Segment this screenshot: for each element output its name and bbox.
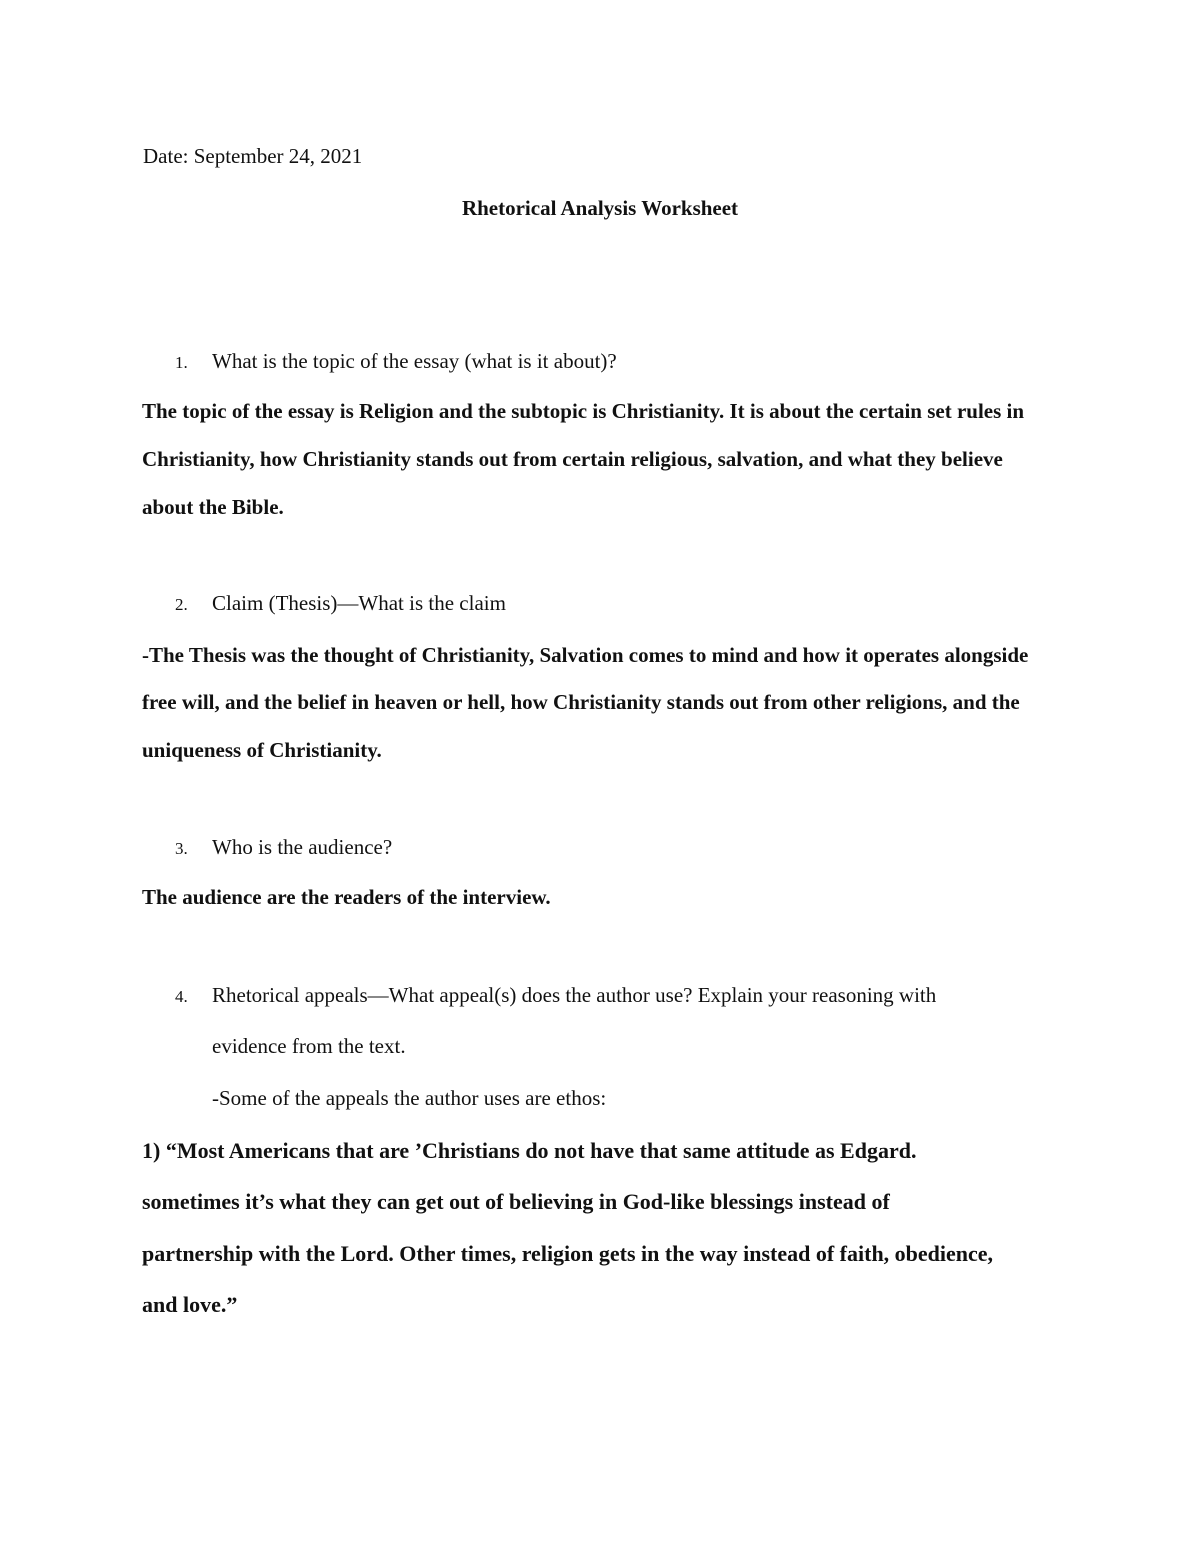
- question-2-answer-line: -The Thesis was the thought of Christianity, Salvation comes to mind and how it operates alongside: [142, 643, 1029, 667]
- question-3-answer-line: The audience are the readers of the interview.: [142, 885, 551, 909]
- question-2-answer-line: uniqueness of Christianity.: [142, 738, 382, 762]
- question-1-answer-line: Christianity, how Christianity stands out from certain religious, salvation, and what they believe: [142, 447, 1003, 471]
- question-4-prompt-line: Rhetorical appeals—What appeal(s) does the author use? Explain your reasoning with: [212, 983, 937, 1007]
- question-1-answer-line: The topic of the essay is Religion and the subtopic is Christianity. It is about the certain set rules in: [142, 399, 1025, 423]
- question-3-number: 3.: [175, 839, 188, 858]
- document-title: Rhetorical Analysis Worksheet: [461, 196, 739, 220]
- question-2-prompt: Claim (Thesis)—What is the claim: [212, 591, 506, 615]
- question-1-number: 1.: [175, 353, 188, 372]
- question-2-answer-line: free will, and the belief in heaven or hell, how Christianity stands out from other religions, and the: [142, 690, 1020, 714]
- question-1-answer-line: about the Bible.: [142, 495, 284, 519]
- question-4-number: 4.: [175, 987, 188, 1006]
- question-4-quote-line: 1) “Most Americans that are ’Christians do not have that same attitude as Edgard.: [142, 1138, 917, 1163]
- question-4-prompt-line: evidence from the text.: [212, 1034, 406, 1058]
- question-2-number: 2.: [175, 595, 188, 614]
- question-4-quote-line: sometimes it’s what they can get out of believing in God-like blessings instead of: [142, 1189, 890, 1214]
- question-4-intro: -Some of the appeals the author uses are ethos:: [212, 1086, 607, 1110]
- date-line: Date: September 24, 2021: [143, 144, 363, 168]
- question-1-prompt: What is the topic of the essay (what is it about)?: [212, 349, 617, 373]
- question-4-quote-line: partnership with the Lord. Other times, religion gets in the way instead of faith, obedience,: [142, 1241, 994, 1266]
- question-4-quote-line: and love.”: [142, 1292, 238, 1317]
- question-3-prompt: Who is the audience?: [212, 835, 393, 859]
